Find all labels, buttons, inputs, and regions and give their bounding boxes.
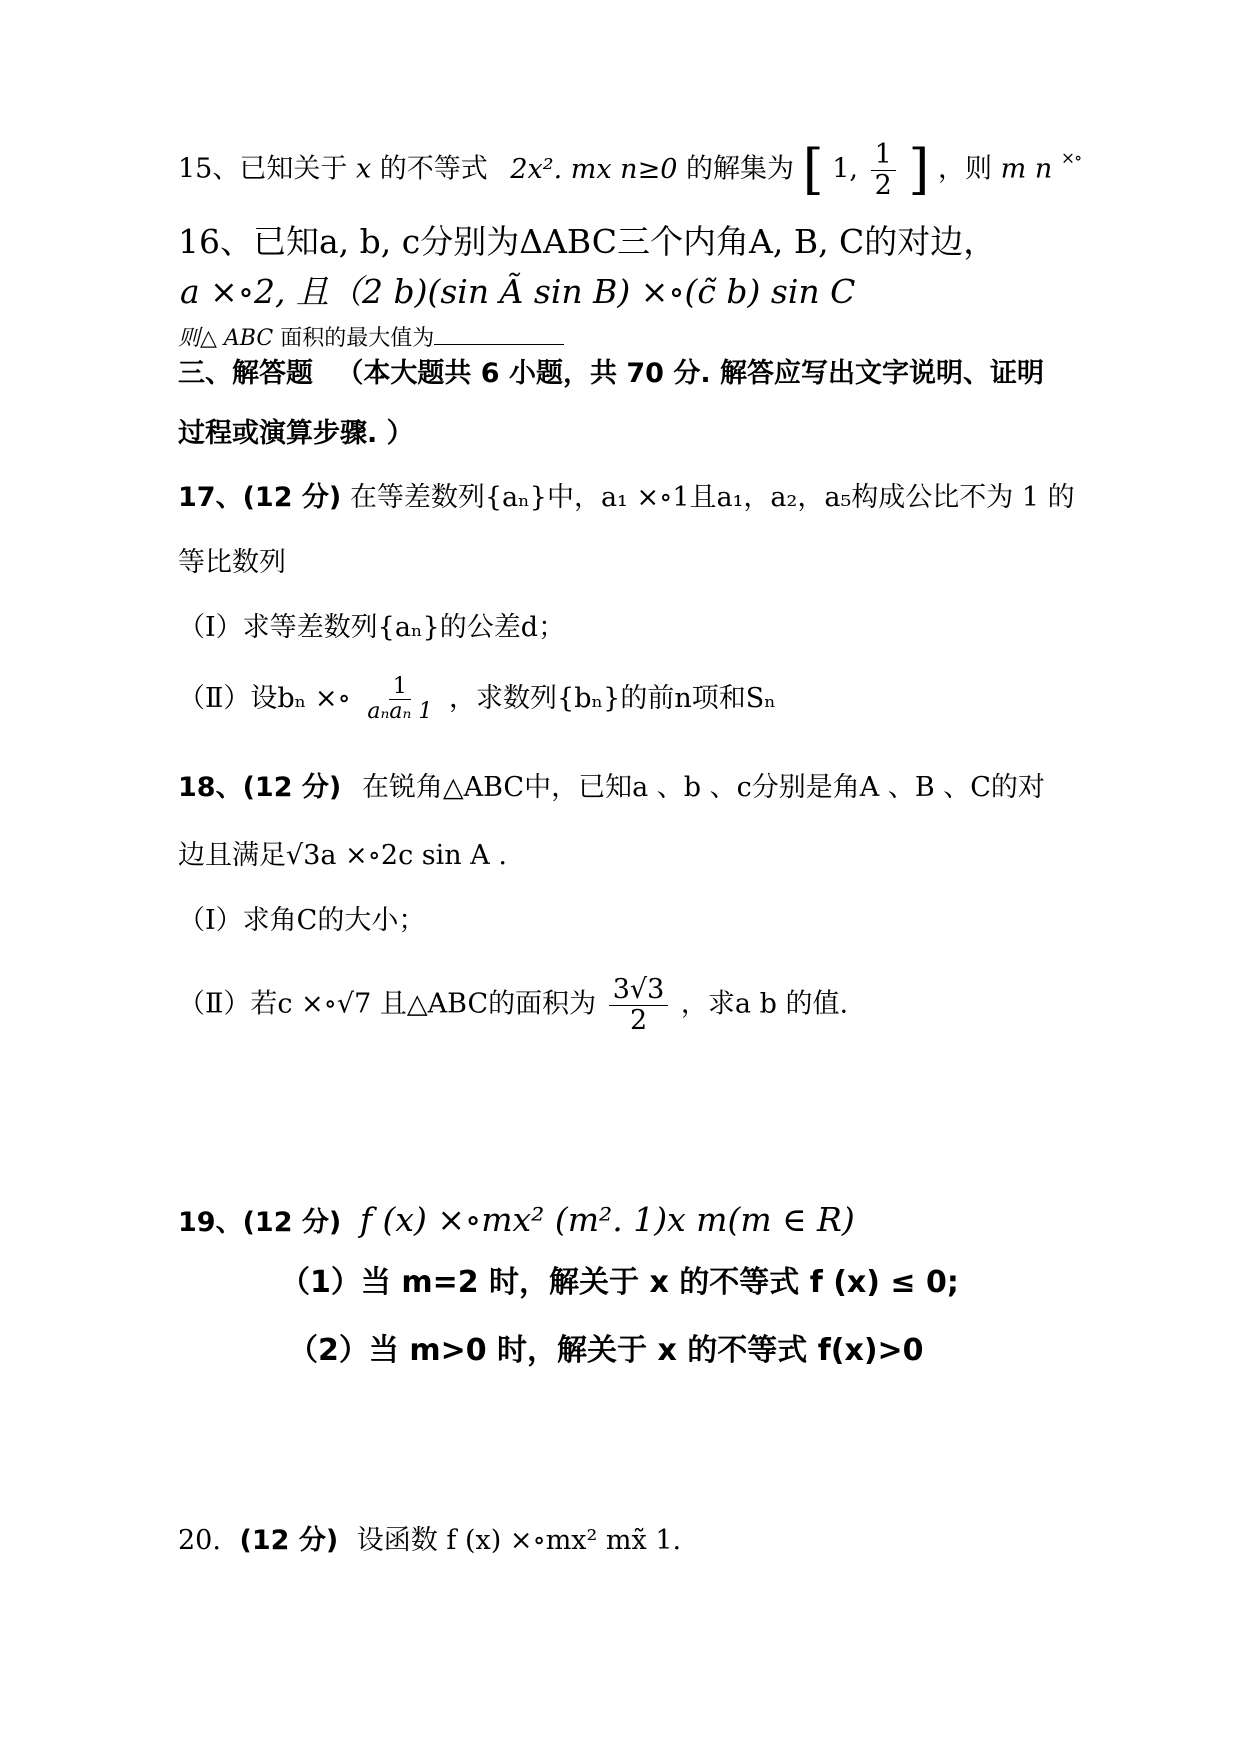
- q15-then: ，则: [938, 153, 993, 185]
- q15-mid: 的不等式: [379, 153, 488, 185]
- right-bracket-icon: ]: [908, 138, 930, 202]
- question-20: [178, 1525, 681, 1557]
- section-3-title: 三、解答题: [178, 358, 313, 389]
- equals-glyph-icon: ×∘: [1060, 148, 1082, 169]
- q15-expression: 2x². mx n≥0: [510, 153, 678, 185]
- left-bracket-icon: [: [802, 138, 824, 202]
- question-19-part2: （2）当 m>0 时，解关于 x 的不等式 f(x)>0: [288, 1333, 924, 1368]
- q17-part2-prefix: （Ⅱ）设bₙ ×∘: [178, 683, 351, 715]
- q18-part2-prefix: （Ⅱ）若c ×∘√7 且△ABC的面积为: [178, 988, 597, 1020]
- q17-label: 17、(12 分): [178, 482, 342, 513]
- q16-triangle: 则△ ABC: [178, 326, 274, 351]
- q15-tail: m n: [1000, 153, 1053, 185]
- question-18: [178, 772, 1045, 804]
- section-3-desc-line2: 过程或演算步骤. ）: [178, 418, 414, 449]
- q18-label: 18、(12 分): [178, 772, 342, 803]
- question-16-line3: [178, 322, 564, 352]
- question-16-line2: a ×∘2, 且（2 b)(sin Ã sin B) ×∘(c̃ b) sin C: [180, 272, 856, 311]
- question-18-line2: 边且满足√3a ×∘2c sin A .: [178, 840, 507, 871]
- question-18-part2: [178, 975, 848, 1035]
- q17-frac-den: aₙaₙ 1: [367, 699, 433, 725]
- question-18-part1: （Ⅰ）求角C的大小；: [178, 905, 426, 936]
- q18-text: 在锐角△ABC中，已知a 、b 、c分别是角A 、B 、C的对: [361, 772, 1045, 803]
- question-19-part1: （1）当 m=2 时，解关于 x 的不等式 f (x) ≤ 0;: [280, 1265, 959, 1300]
- q20-text: 设函数 f (x) ×∘mx² mx̃ 1.: [356, 1525, 682, 1556]
- q18-frac-den: 2: [629, 1004, 648, 1036]
- q15-frac-num: 1: [871, 140, 896, 171]
- q15-prefix: 15、已知关于: [178, 153, 348, 185]
- q20-score: (12 分): [239, 1525, 339, 1556]
- q17-text: 在等差数列{aₙ}中，a₁ ×∘1且a₁，a₂，a₅构成公比不为 1 的: [349, 482, 1075, 513]
- section-3-desc: （本大题共 6 小题，共 70 分. 解答应写出文字说明、证明: [336, 358, 1045, 389]
- question-17-part2: [178, 675, 776, 724]
- q15-fraction: [871, 140, 896, 200]
- q15-interval-left: 1,: [832, 153, 858, 185]
- q18-frac-num: 3√3: [609, 975, 669, 1006]
- question-19: [178, 1200, 855, 1240]
- answer-blank: [434, 322, 564, 345]
- q18-part2-suffix: ，求a b 的值.: [680, 988, 849, 1020]
- q15-var: x: [355, 153, 372, 185]
- q18-fraction: [609, 975, 669, 1035]
- q19-expression: f (x) ×∘mx² (m². 1)x m(m ∈ R): [359, 1200, 855, 1239]
- question-17-part1: （Ⅰ）求等差数列{aₙ}的公差d；: [178, 612, 566, 643]
- q17-frac-num: 1: [389, 675, 411, 700]
- q19-label: 19、(12 分): [178, 1207, 342, 1238]
- question-17: [178, 482, 1075, 514]
- q15-frac-den: 2: [874, 169, 892, 201]
- question-15: [178, 140, 1081, 200]
- q20-label: 20.: [178, 1525, 221, 1556]
- q15-solution-label: 的解集为: [685, 153, 794, 185]
- q16-area-text: 面积的最大值为: [280, 326, 435, 351]
- question-17-line2: 等比数列: [178, 547, 286, 578]
- q17-part2-suffix: ，求数列{bₙ}的前n项和Sₙ: [449, 683, 776, 715]
- section-3-heading: [178, 358, 1044, 390]
- q17-fraction: [363, 675, 436, 724]
- question-16-line1: 16、已知a, b, c分别为ΔABC三个内角A, B, C的对边，: [178, 222, 997, 261]
